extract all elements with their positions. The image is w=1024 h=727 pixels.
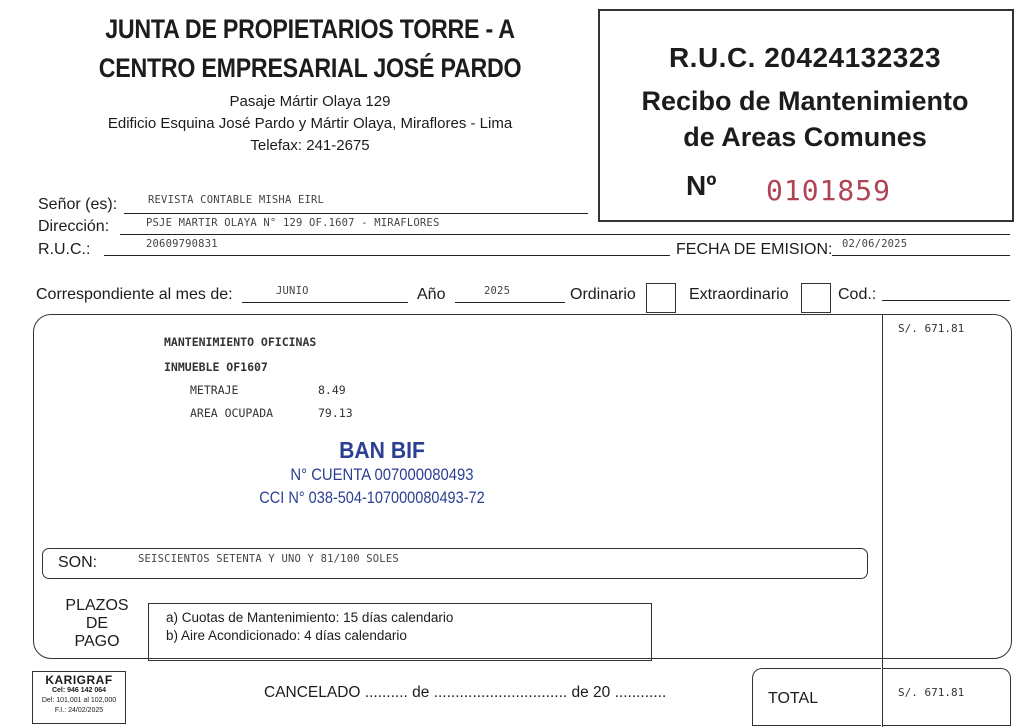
- bank-name: BAN BIF: [339, 437, 425, 463]
- ordinario-label: Ordinario: [570, 286, 636, 303]
- plazos-label-2: DE: [85, 615, 109, 632]
- total-value: S/. 671.81: [898, 686, 965, 699]
- receipt-ruc: R.U.C. 20424132323: [668, 42, 942, 73]
- amount-column-divider: [882, 314, 883, 727]
- plazos-label-3: PAGO: [74, 633, 120, 650]
- printer-date: F.I.: 24/02/2025: [54, 707, 104, 714]
- total-label: TOTAL: [768, 690, 819, 707]
- issuer-address-line2: Edificio Esquina José Pardo y Mártir Olaya, Miraflores - Lima: [107, 115, 513, 132]
- area-value: 79.13: [318, 406, 353, 420]
- receipt-title-line1: Recibo de Mantenimiento: [641, 86, 969, 116]
- receipt-title-line2: de Areas Comunes: [683, 122, 927, 152]
- anio-value: 2025: [484, 285, 511, 297]
- detail-amount: S/. 671.81: [898, 322, 965, 335]
- issuer-name-line2: CENTRO EMPRESARIAL JOSÉ PARDO: [98, 53, 522, 83]
- mes-value: JUNIO: [276, 285, 309, 297]
- senor-value: REVISTA CONTABLE MISHA EIRL: [148, 194, 325, 206]
- cancelado-line: CANCELADO .......... de ............................... de 20 ............: [264, 684, 667, 701]
- plazos-item-a: a) Cuotas de Mantenimiento: 15 días calendario: [166, 610, 454, 625]
- printer-phone: Cel: 946 142 064: [51, 687, 107, 694]
- mes-label: Correspondiente al mes de:: [36, 286, 233, 303]
- receipt-number: 0101859: [766, 174, 892, 207]
- son-value: SEISCIENTOS SETENTA Y UNO Y 81/100 SOLES: [138, 553, 399, 565]
- plazos-label-1: PLAZOS: [65, 597, 129, 614]
- issuer-name-line1: JUNTA DE PROPIETARIOS TORRE - A: [105, 14, 515, 44]
- cod-label: Cod.:: [838, 286, 877, 303]
- fecha-label: FECHA DE EMISION:: [676, 241, 833, 258]
- metraje-label: METRAJE: [190, 383, 239, 397]
- receipt-number-label: Nº: [686, 170, 717, 201]
- ruc-value: 20609790831: [146, 238, 218, 250]
- plazos-item-b: b) Aire Acondicionado: 4 días calendario: [166, 628, 407, 643]
- extraordinario-checkbox[interactable]: [801, 283, 831, 313]
- bank-account: N° CUENTA 007000080493: [290, 466, 474, 484]
- printer-range: Del: 101,001 al 102,000: [41, 697, 117, 704]
- metraje-value: 8.49: [318, 383, 346, 397]
- detail-concept: MANTENIMIENTO OFICINAS: [164, 335, 317, 349]
- direccion-value: PSJE MARTIR OLAYA N° 129 OF.1607 - MIRAFLORES: [146, 217, 440, 229]
- fecha-value: 02/06/2025: [842, 238, 908, 250]
- detail-inmueble: INMUEBLE OF1607: [164, 360, 268, 374]
- ordinario-checkbox[interactable]: [646, 283, 676, 313]
- bank-cci: CCI N° 038-504-107000080493-72: [259, 489, 485, 507]
- son-label: SON:: [58, 554, 98, 571]
- issuer-address-line1: Pasaje Mártir Olaya 129: [229, 93, 391, 110]
- issuer-phone: Telefax: 241-2675: [250, 137, 370, 154]
- senor-label: Señor (es):: [38, 196, 118, 213]
- area-label: AREA OCUPADA: [190, 406, 274, 420]
- extraordinario-label: Extraordinario: [689, 286, 789, 303]
- ruc-label: R.U.C.:: [38, 241, 91, 258]
- direccion-label: Dirección:: [38, 218, 110, 235]
- printer-name: KARIGRAF: [45, 673, 113, 687]
- anio-label: Año: [417, 286, 446, 303]
